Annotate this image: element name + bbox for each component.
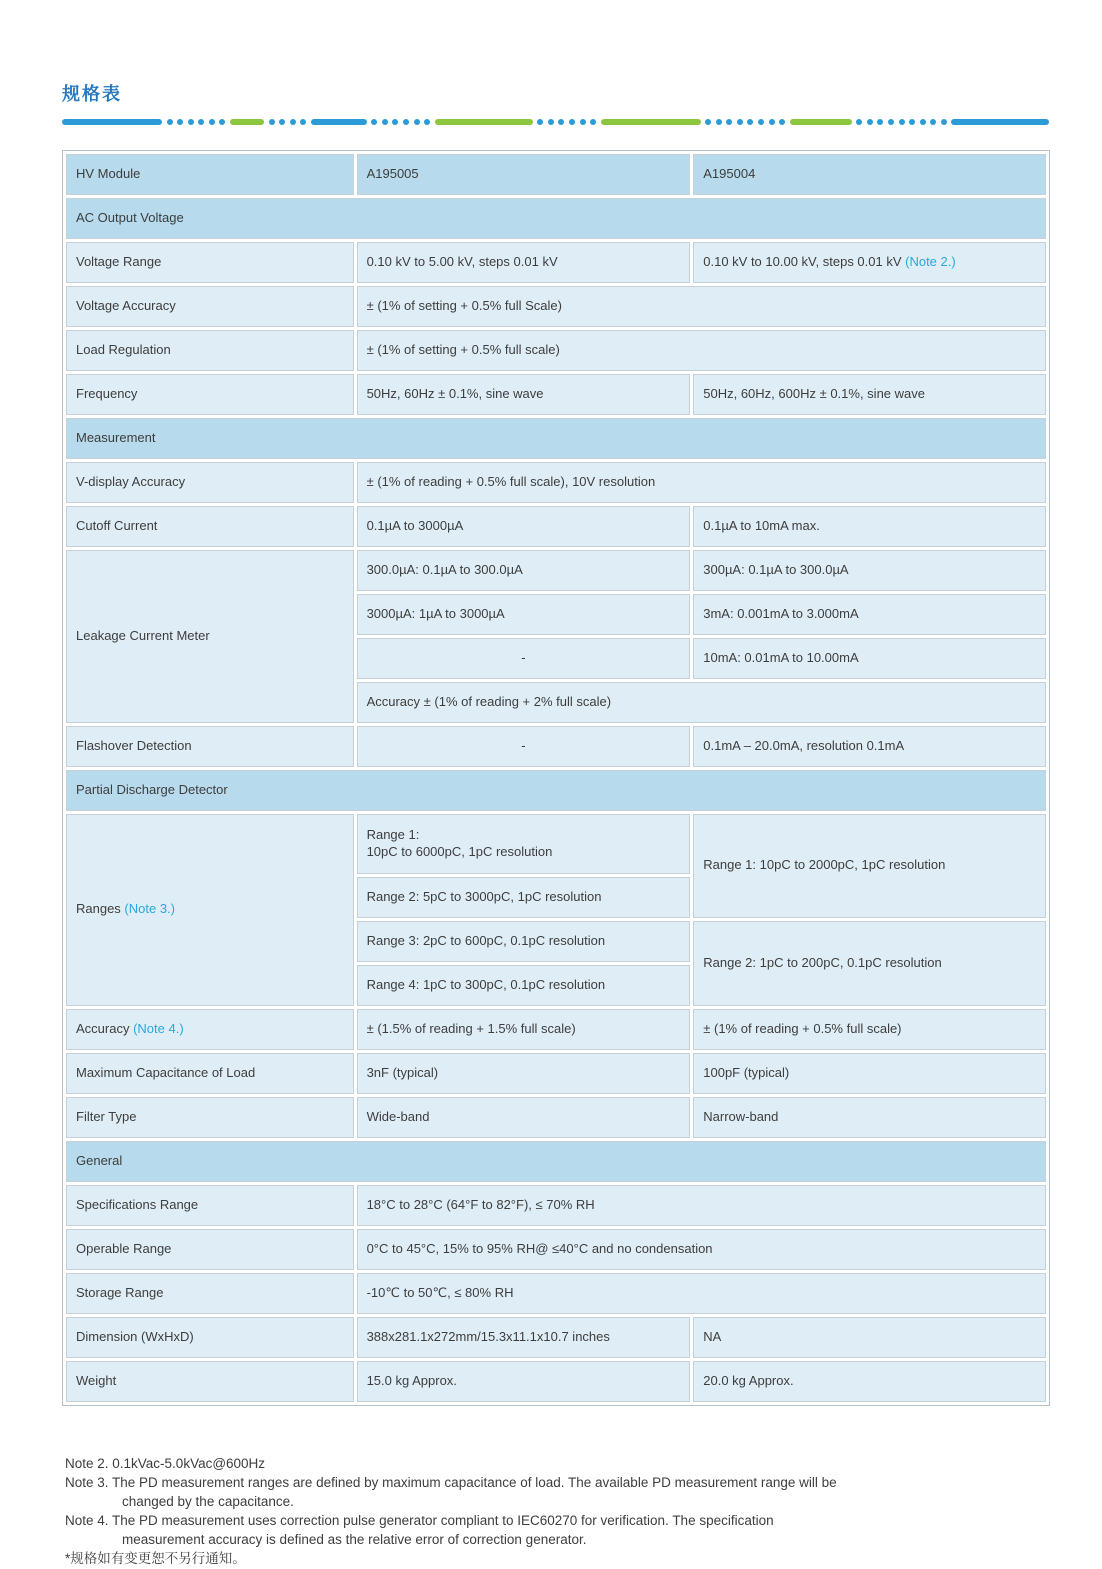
cell-text-line: 10pC to 6000pC, 1pC resolution [366, 843, 553, 859]
spec-value-cell [693, 594, 1046, 635]
cell-text: 300.0µA: 0.1µA to 300.0µA [366, 561, 523, 577]
spec-value-cell [693, 374, 1046, 415]
cell-text: Storage Range [76, 1284, 164, 1300]
table-row [66, 1141, 1046, 1182]
cell-text: Range 4: 1pC to 300pC, 0.1pC resolution [366, 976, 606, 992]
spec-label-cell [66, 506, 354, 547]
spec-label-cell [66, 1053, 354, 1094]
spec-value-cell [357, 1009, 691, 1050]
spec-label-cell [66, 1361, 354, 1402]
spec-value-cell [357, 726, 691, 767]
table-row [66, 1317, 1046, 1358]
footnote-chinese: *规格如有变更恕不另行通知。 [65, 1551, 246, 1567]
separator-dot [269, 119, 275, 125]
cell-text: 3000µA: 1µA to 3000µA [366, 605, 505, 621]
spec-label-cell [66, 1097, 354, 1138]
cell-text: 20.0 kg Approx. [703, 1372, 794, 1388]
spec-value-cell [357, 1273, 1046, 1314]
separator-dot [558, 119, 564, 125]
section-header-cell [66, 1141, 1046, 1182]
spec-value-cell [693, 506, 1046, 547]
separator-dash [601, 119, 701, 125]
section-header-cell [66, 770, 1046, 811]
cell-text: 10mA: 0.01mA to 10.00mA [703, 649, 859, 665]
separator-dot [414, 119, 420, 125]
separator-dot [930, 119, 936, 125]
cell-text: Accuracy [76, 1020, 134, 1036]
table-row [66, 286, 1046, 327]
cell-text: 0.1µA to 3000µA [366, 517, 464, 533]
separator-dot [279, 119, 285, 125]
separator-dot [856, 119, 862, 125]
spec-label-cell [66, 374, 354, 415]
cell-text: A195005 [366, 165, 419, 181]
separator-dash [435, 119, 533, 125]
cell-text: 50Hz, 60Hz ± 0.1%, sine wave [366, 385, 544, 401]
cell-text: -10℃ to 50℃, ≤ 80% RH [366, 1284, 514, 1300]
cell-text: AC Output Voltage [76, 209, 184, 225]
spec-value-cell [357, 1053, 691, 1094]
table-row [66, 814, 1046, 874]
page-title: 规格表 [62, 84, 122, 104]
spec-label-cell [66, 550, 354, 723]
spec-value-cell [357, 638, 691, 679]
cell-text: Accuracy ± (1% of reading + 2% full scale) [366, 693, 612, 709]
spec-value-cell [357, 682, 1046, 723]
table-row [66, 1009, 1046, 1050]
spec-value-cell [693, 1053, 1046, 1094]
spec-value-cell [693, 814, 1046, 918]
table-row [66, 1273, 1046, 1314]
separator-dot [382, 119, 388, 125]
spec-value-cell [693, 921, 1046, 1006]
spec-label-cell [66, 1009, 354, 1050]
cell-text: 0°C to 45°C, 15% to 95% RH@ ≤40°C and no condensation [366, 1240, 713, 1256]
cell-text: General [76, 1152, 123, 1168]
note-3-continued: changed by the capacitance. [122, 1493, 294, 1509]
cell-text: Load Regulation [76, 341, 171, 357]
section-header-cell [66, 418, 1046, 459]
cell-text: Voltage Range [76, 253, 162, 269]
spec-value-cell [357, 242, 691, 283]
cell-text: Specifications Range [76, 1196, 199, 1212]
cell-text: Range 1: 10pC to 2000pC, 1pC resolution [703, 857, 946, 873]
cell-text: ± (1% of reading + 0.5% full scale), 10V resolution [366, 473, 656, 489]
cell-text: Operable Range [76, 1240, 172, 1256]
spec-value-cell [357, 877, 691, 918]
separator-dot [590, 119, 596, 125]
separator-dot [920, 119, 926, 125]
spec-value-cell [357, 506, 691, 547]
spec-label-cell [66, 1185, 354, 1226]
table-row [66, 550, 1046, 591]
spec-label-cell [66, 1273, 354, 1314]
cell-text: 0.1mA – 20.0mA, resolution 0.1mA [703, 737, 905, 753]
spec-value-cell [693, 1009, 1046, 1050]
cell-text: 0.1µA to 10mA max. [703, 517, 820, 533]
cell-text: 100pF (typical) [703, 1064, 790, 1080]
spec-table [63, 151, 1049, 1405]
spec-label-cell [66, 242, 354, 283]
separator-dot [726, 119, 732, 125]
spec-value-cell [357, 814, 691, 874]
cell-text: NA [703, 1328, 722, 1344]
cell-text: Cutoff Current [76, 517, 158, 533]
separator-dash [951, 119, 1049, 125]
separator-dot [888, 119, 894, 125]
cell-text-line: Range 1: [366, 826, 420, 842]
table-row [66, 418, 1046, 459]
separator-dot [716, 119, 722, 125]
separator-dot [899, 119, 905, 125]
separator-dot [569, 119, 575, 125]
cell-text: 50Hz, 60Hz, 600Hz ± 0.1%, sine wave [703, 385, 925, 401]
spec-label-cell [66, 814, 354, 1006]
spec-value-cell [693, 1317, 1046, 1358]
cell-text: 18°C to 28°C (64°F to 82°F), ≤ 70% RH [366, 1196, 595, 1212]
section-header-cell [357, 154, 691, 195]
cell-text: Dimension (WxHxD) [76, 1328, 194, 1344]
separator-dot [290, 119, 296, 125]
separator-dot [300, 119, 306, 125]
cell-text: Narrow-band [703, 1108, 779, 1124]
cell-text: Weight [76, 1372, 117, 1388]
decorative-separator [62, 119, 1050, 125]
separator-dot [779, 119, 785, 125]
table-row [66, 330, 1046, 371]
cell-text: - [521, 737, 526, 753]
cell-text: V-display Accuracy [76, 473, 186, 489]
cell-text: 0.10 kV to 5.00 kV, steps 0.01 kV [366, 253, 558, 269]
section-header-cell [66, 198, 1046, 239]
section-header-cell [693, 154, 1046, 195]
cell-text: 0.10 kV to 10.00 kV, steps 0.01 kV [703, 253, 906, 269]
table-row [66, 462, 1046, 503]
cell-text: - [521, 649, 526, 665]
spec-value-cell [357, 1097, 691, 1138]
table-row [66, 198, 1046, 239]
note-2: Note 2. 0.1kVac-5.0kVac@600Hz [65, 1455, 266, 1471]
cell-text: Flashover Detection [76, 737, 192, 753]
cell-text: 15.0 kg Approx. [366, 1372, 457, 1388]
spec-label-cell [66, 726, 354, 767]
spec-value-cell [693, 550, 1046, 591]
cell-text: ± (1.5% of reading + 1.5% full scale) [366, 1020, 576, 1036]
separator-dot [747, 119, 753, 125]
separator-dot [219, 119, 225, 125]
separator-dot [758, 119, 764, 125]
cell-text: ± (1% of setting + 0.5% full scale) [366, 341, 560, 357]
separator-dot [705, 119, 711, 125]
spec-label-cell [66, 330, 354, 371]
separator-dot [537, 119, 543, 125]
note-ref: (Note 3.) [124, 901, 175, 917]
separator-dot [424, 119, 430, 125]
separator-dot [209, 119, 215, 125]
table-row [66, 506, 1046, 547]
cell-text: HV Module [76, 165, 141, 181]
separator-dot [867, 119, 873, 125]
spec-table-wrapper [62, 150, 1050, 1406]
cell-text: Range 2: 1pC to 200pC, 0.1pC resolution [703, 954, 942, 970]
spec-label-cell [66, 462, 354, 503]
section-header-cell [66, 154, 354, 195]
cell-text: 3mA: 0.001mA to 3.000mA [703, 605, 859, 621]
table-row [66, 242, 1046, 283]
spec-value-cell [357, 965, 691, 1006]
separator-dot [403, 119, 409, 125]
spec-value-cell [357, 1185, 1046, 1226]
separator-dot [769, 119, 775, 125]
note-3: Note 3. The PD measurement ranges are defined by maximum capacitance of load. The available PD measurement range will be [65, 1474, 837, 1490]
separator-dash [790, 119, 852, 125]
cell-text: Measurement [76, 429, 156, 445]
separator-dot [392, 119, 398, 125]
note-ref: (Note 4.) [133, 1020, 184, 1036]
spec-value-cell [693, 1361, 1046, 1402]
spec-value-cell [693, 242, 1046, 283]
cell-text: Range 3: 2pC to 600pC, 0.1pC resolution [366, 932, 606, 948]
separator-dot [177, 119, 183, 125]
separator-dot [548, 119, 554, 125]
separator-dot [941, 119, 947, 125]
spec-value-cell [357, 594, 691, 635]
cell-text: Ranges [76, 901, 125, 917]
spec-value-cell [357, 1229, 1046, 1270]
table-row [66, 770, 1046, 811]
table-row [66, 1097, 1046, 1138]
spec-value-cell [693, 1097, 1046, 1138]
separator-dot [371, 119, 377, 125]
note-4: Note 4. The PD measurement uses correction pulse generator compliant to IEC60270 for verification. The specification [65, 1513, 774, 1529]
table-row [66, 1053, 1046, 1094]
spec-value-cell [357, 1361, 691, 1402]
separator-dash [230, 119, 264, 125]
table-row [66, 1361, 1046, 1402]
spec-value-cell [357, 286, 1046, 327]
spec-value-cell [357, 330, 1046, 371]
spec-label-cell [66, 286, 354, 327]
separator-dash [62, 119, 162, 125]
page-content [62, 0, 1050, 1569]
table-row [66, 1185, 1046, 1226]
cell-text: ± (1% of reading + 0.5% full scale) [703, 1020, 902, 1036]
spec-value-cell [357, 374, 691, 415]
cell-text: ± (1% of setting + 0.5% full Scale) [366, 297, 562, 313]
table-row [66, 154, 1046, 195]
separator-dot [877, 119, 883, 125]
spec-value-cell [693, 726, 1046, 767]
separator-dot [167, 119, 173, 125]
spec-value-cell [357, 921, 691, 962]
table-row [66, 374, 1046, 415]
cell-text: Voltage Accuracy [76, 297, 176, 313]
separator-dot [737, 119, 743, 125]
cell-text: Frequency [76, 385, 138, 401]
cell-text: Leakage Current Meter [76, 627, 210, 643]
spec-label-cell [66, 1229, 354, 1270]
cell-text: Wide-band [366, 1108, 430, 1124]
cell-text: 388x281.1x272mm/15.3x11.1x10.7 inches [366, 1328, 610, 1344]
notes-block [65, 1454, 1050, 1569]
cell-text: Filter Type [76, 1108, 137, 1124]
cell-text: Range 2: 5pC to 3000pC, 1pC resolution [366, 888, 602, 904]
separator-dot [198, 119, 204, 125]
cell-text: 3nF (typical) [366, 1064, 439, 1080]
separator-dot [188, 119, 194, 125]
spec-value-cell [357, 550, 691, 591]
cell-text: A195004 [703, 165, 756, 181]
separator-dash [311, 119, 367, 125]
separator-dot [909, 119, 915, 125]
cell-text: Maximum Capacitance of Load [76, 1064, 256, 1080]
spec-value-cell [357, 1317, 691, 1358]
cell-text: Partial Discharge Detector [76, 781, 228, 797]
spec-value-cell [693, 638, 1046, 679]
note-ref: (Note 2.) [905, 253, 956, 269]
spec-value-cell [357, 462, 1046, 503]
separator-dot [580, 119, 586, 125]
cell-text: 300µA: 0.1µA to 300.0µA [703, 561, 849, 577]
spec-label-cell [66, 1317, 354, 1358]
note-4-continued: measurement accuracy is defined as the relative error of correction generator. [122, 1532, 587, 1548]
table-row [66, 726, 1046, 767]
table-row [66, 1229, 1046, 1270]
